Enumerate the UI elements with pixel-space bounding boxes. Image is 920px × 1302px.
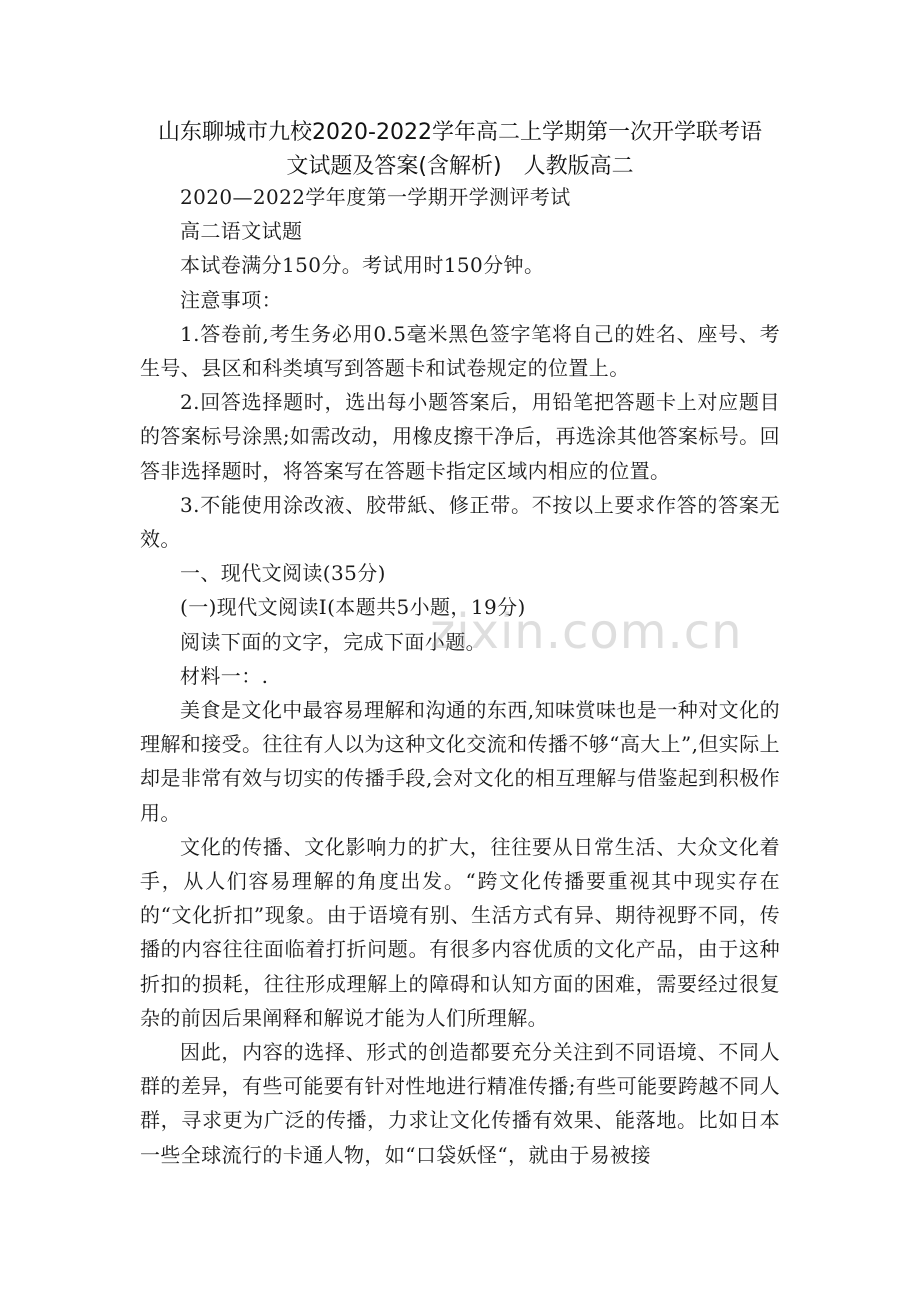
document-body xyxy=(140,180,780,1172)
exam-score-time: 本试卷满分150分。考试用时150分钟。 xyxy=(180,253,545,278)
document-title xyxy=(140,116,780,184)
material-label: 材料一：. xyxy=(180,663,269,688)
body-paragraph: 文化的传播、文化影响力的扩大，往往要从日常生活、大众文化着手，从人们容易理解的角度出发。“跨文化传播要重视其中现实存在的“文化折扣”现象。由于语境有别、生活方式有异、期待视野不同，传播的内容往往面临着打折问题。有很多内容优质的文化产品，由于这种折扣的损耗，往往形成理解上的障碍和认知方面的困难，需要经过很复杂的前因后果阐释和解说才能为人们所理解。 xyxy=(140,834,780,1030)
note-2: 2.回答选择题时，选出每小题答案后，用铅笔把答题卡上对应题目的答案标号涂黑;如需改动，用橡皮擦干净后，再选涂其他答案标号。回答非选择题时，将答案写在答题卡指定区域内相应的位置。 xyxy=(140,390,780,483)
subsection-heading: (一)现代文阅读Ⅰ(本题共5小题，19分) xyxy=(180,595,526,620)
note-3: 3.不能使用涂改液、胶带紙、修正带。不按以上要求作答的答案无效。 xyxy=(140,492,780,552)
body-paragraph: 美食是文化中最容易理解和沟通的东西,知味赏味也是一种对文化的理解和接受。往往有人以为这种文化交流和传播不够“高大上”,但实际上却是非常有效与切实的传播手段,会对文化的相互理解与借鉴起到积极作用。 xyxy=(140,698,781,825)
body-paragraph: 因此，内容的选择、形式的创造都要充分关注到不同语境、不同人群的差异，有些可能要有针对性地进行精准传播;有些可能要跨越不同人群，寻求更为广泛的传播，力求让文化传播有效果、能落地。比如日本一些全球流行的卡通人物，如“口袋妖怪“，就由于易被接 xyxy=(140,1040,780,1167)
section-heading: 一、现代文阅读(35分) xyxy=(180,561,386,586)
watermark: zixin.com.cn xyxy=(430,604,743,660)
reading-instruction: 阅读下面的文字，完成下面小题。 xyxy=(180,629,486,654)
exam-name: 2020—2022学年度第一学期开学测评考试 xyxy=(180,185,571,209)
title-line-1: 山东聊城市九校2020-2022学年高二上学期第一次开学联考语 xyxy=(158,120,762,145)
notes-heading: 注意事项： xyxy=(180,287,282,312)
note-1: 1.答卷前,考生务必用0.5毫米黑色签字笔将自己的姓名、座号、考生号、县区和科类填写到答题卡和试卷规定的位置上。 xyxy=(140,321,780,381)
title-line-2: 文试题及答案(含解析) 人教版高二 xyxy=(286,154,634,179)
exam-subject: 高二语文试题 xyxy=(180,219,303,244)
